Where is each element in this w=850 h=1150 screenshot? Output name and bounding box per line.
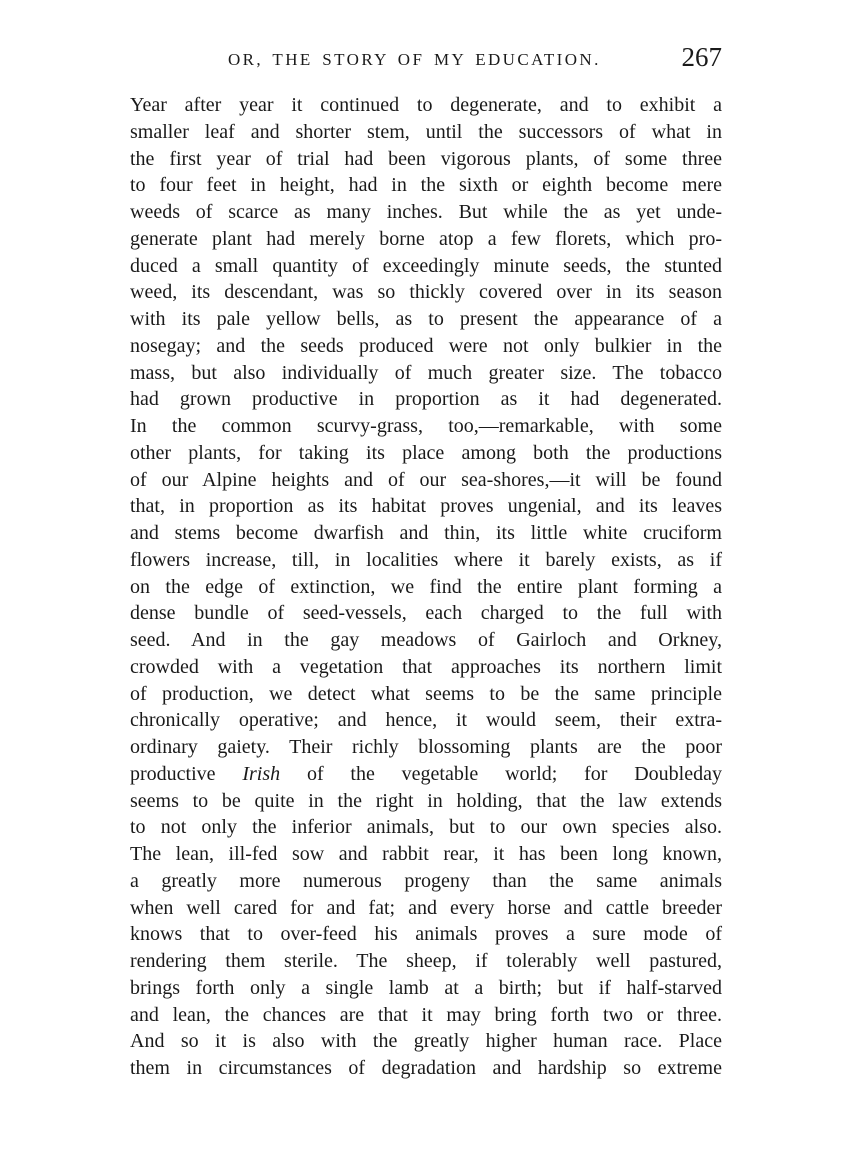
text-line: rendering them sterile. The sheep, if tolerably well pastured,: [130, 950, 722, 972]
text-line: chronically operative; and hence, it would seem, their extra-: [130, 709, 722, 732]
text-line: other plants, for taking its place among both the productions: [130, 441, 722, 464]
text-line: seed. And in the gay meadows of Gairloch and Orkney,: [130, 629, 722, 651]
text-line: mass, but also individually of much greater size. The tobacco: [130, 361, 722, 384]
text-line: weed, its descendant, was so thickly covered over in its season: [130, 281, 722, 304]
text-line: duced a small quantity of exceedingly minute seeds, the stunted: [130, 254, 722, 277]
text-line: and stems become dwarfish and thin, its little white cruciform: [130, 522, 722, 544]
text-line: a greatly more numerous progeny than the same animals: [130, 869, 722, 892]
text-line: of our Alpine heights and of our sea-shores,—it will be found: [130, 468, 722, 491]
text-line: the first year of trial had been vigorous plants, of some three: [130, 147, 722, 170]
text-line: and lean, the chances are that it may bring forth two or three.: [130, 1003, 722, 1026]
text-line: In the common scurvy-grass, too,—remarkable, with some: [130, 415, 722, 437]
page-number: 267: [681, 42, 722, 72]
text-line: of production, we detect what seems to be the same principle: [130, 682, 722, 705]
text-line-with-italic: [130, 761, 722, 788]
text-line: weeds of scarce as many inches. But while the as yet unde-: [130, 201, 722, 223]
text-line: flowers increase, till, in localities where it barely exists, as if: [130, 548, 722, 571]
text-line: brings forth only a single lamb at a birth; but if half-starved: [130, 976, 722, 999]
running-head: [130, 42, 722, 82]
text-line: ordinary gaiety. Their richly blossoming plants are the poor: [130, 736, 722, 758]
text-line: seems to be quite in the right in holding, that the law extends: [130, 789, 722, 812]
text-line: to four feet in height, had in the sixth or eighth become mere: [130, 174, 722, 197]
text-line: nosegay; and the seeds produced were not only bulkier in the: [130, 334, 722, 357]
text-line: on the edge of extinction, we find the entire plant forming a: [130, 575, 722, 598]
text-line: The lean, ill-fed sow and rabbit rear, it has been long known,: [130, 843, 722, 865]
text-line: that, in proportion as its habitat proves ungenial, and its leaves: [130, 495, 722, 518]
text-line: them in circumstances of degradation and hardship so extreme: [130, 1057, 722, 1079]
text-line: had grown productive in proportion as it had degenerated.: [130, 388, 722, 411]
text-line: Year after year it continued to degenerate, and to exhibit a: [130, 94, 722, 116]
text-line: generate plant had merely borne atop a few florets, which pro-: [130, 227, 722, 250]
text-run: productive: [130, 762, 243, 785]
text-line: knows that to over-feed his animals proves a sure mode of: [130, 923, 722, 946]
italic-term: Irish: [242, 762, 281, 785]
text-line: dense bundle of seed-vessels, each charged to the full with: [130, 602, 722, 625]
text-line: to not only the inferior animals, but to our own species also.: [130, 816, 722, 839]
text-line: with its pale yellow bells, as to present the appearance of a: [130, 308, 722, 330]
text-line: smaller leaf and shorter stem, until the successors of what in: [130, 120, 722, 143]
text-line: And so it is also with the greatly higher human race. Place: [130, 1030, 722, 1053]
text-line: crowded with a vegetation that approaches its northern limit: [130, 655, 722, 678]
text-run: of the vegetable world; for Doubleday: [280, 762, 722, 785]
body-text: [130, 92, 722, 1082]
running-title: OR, THE STORY OF MY EDUCATION.: [228, 50, 601, 69]
text-line: when well cared for and fat; and every horse and cattle breeder: [130, 896, 722, 919]
